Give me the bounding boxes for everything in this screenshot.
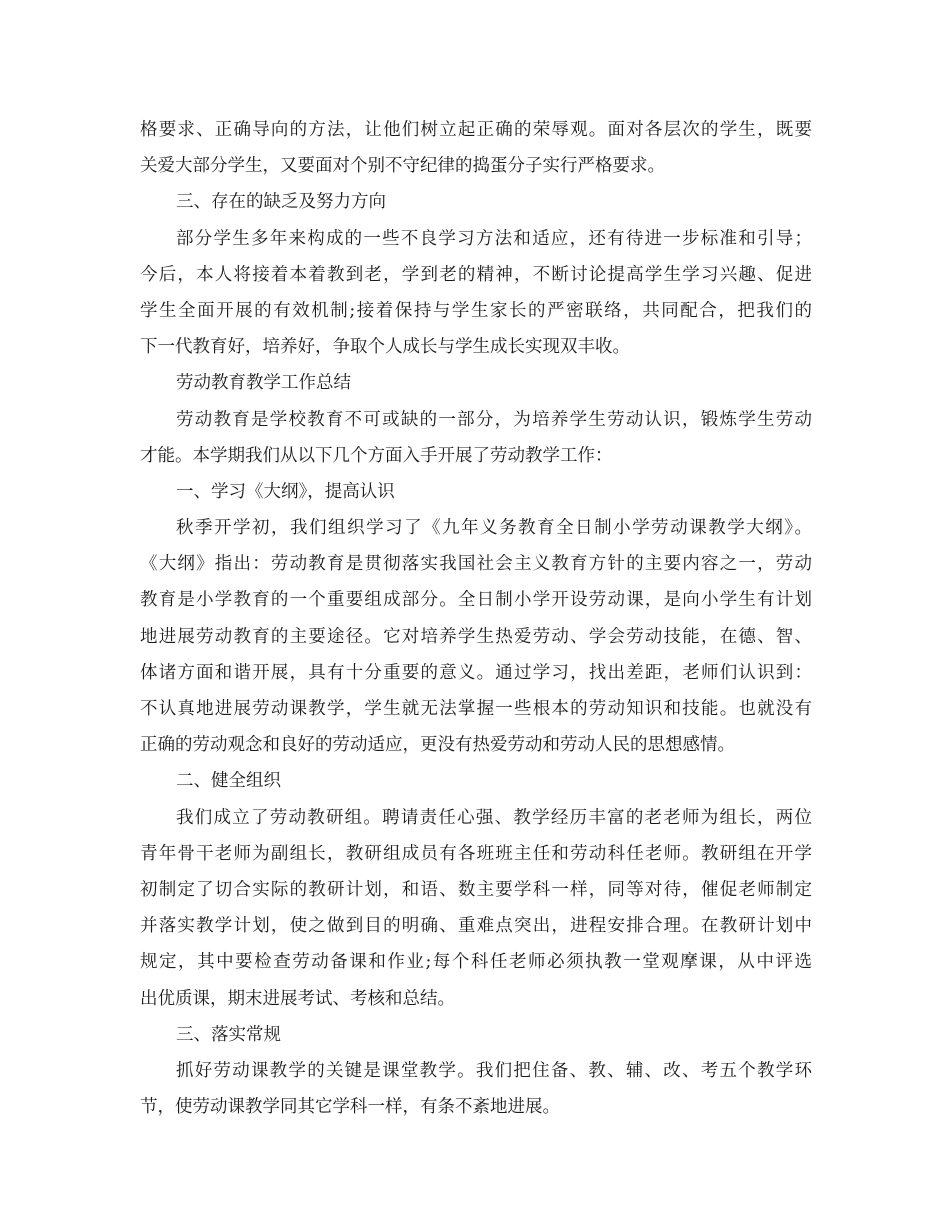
text-line: 下一代教育好，培养好，争取个人成长与学生成长实现双丰收。: [140, 337, 630, 358]
text-line: 地进展劳动教育的主要途径。它对培养学生热爱劳动、学会劳动技能，在德、智、: [140, 626, 812, 647]
text-line: 才能。本学期我们从以下几个方面入手开展了劳动教学工作：: [140, 445, 613, 466]
text-line: 抓好劳动课教学的关键是课堂教学。我们把住备、教、辅、改、考五个教学环: [176, 1060, 812, 1081]
text-line: 劳动教育是学校教育不可或缺的一部分，为培养学生劳动认识，锻炼学生劳动: [176, 409, 812, 430]
section-heading: 三、落实常规: [176, 1024, 281, 1045]
text-line: 关爱大部分学生，又要面对个别不守纪律的捣蛋分子实行严格要求。: [140, 156, 665, 177]
text-line: 部分学生多年来构成的一些不良学习方法和适应，还有待进一步标准和引导；: [176, 228, 812, 249]
text-line: 教育是小学教育的一个重要组成部分。全日制小学开设劳动课，是向小学生有计划: [140, 590, 812, 611]
document-body: [140, 112, 812, 1125]
text-line: 《大纲》指出：劳动教育是贯彻落实我国社会主义教育方针的主要内容之一，劳动: [140, 554, 812, 575]
text-line: 初制定了切合实际的教研计划，和语、数主要学科一样，同等对待，催促老师制定: [140, 879, 812, 900]
section-heading: 三、存在的缺乏及努力方向: [176, 192, 386, 213]
document-title: 劳动教育教学工作总结: [176, 373, 351, 394]
text-line: 不认真地进展劳动课教学，学生就无法掌握一些根本的劳动知识和技能。也就没有: [140, 699, 812, 719]
text-line: 青年骨干老师为副组长，教研组成员有各班班主任和劳动科任老师。教研组在开学: [140, 843, 812, 864]
text-line: 规定，其中要检查劳动备课和作业;每个科任老师必须执教一堂观摩课，从中评选: [140, 952, 812, 973]
text-line: 学生全面开展的有效机制;接着保持与学生家长的严密联络，共同配合，把我们的: [140, 300, 812, 321]
text-line: 秋季开学初，我们组织学习了《九年义务教育全日制小学劳动课教学大纲》。: [176, 518, 812, 539]
text-line: 节，使劳动课教学同其它学科一样，有条不紊地进展。: [140, 1097, 560, 1118]
section-heading: 二、健全组织: [176, 771, 281, 792]
text-line: 正确的劳动观念和良好的劳动适应，更没有热爱劳动和劳动人民的思想感情。: [140, 735, 735, 756]
section-heading: 一、学习《大纲》，提高认识: [176, 481, 395, 502]
text-line: 我们成立了劳动教研组。聘请责任心强、教学经历丰富的老老师为组长，两位: [176, 807, 812, 828]
text-line: 体诸方面和谐开展，具有十分重要的意义。通过学习，找出差距，老师们认识到：: [140, 662, 812, 683]
text-line: 出优质课，期末进展考试、考核和总结。: [140, 988, 455, 1009]
text-line: 格要求、正确导向的方法，让他们树立起正确的荣辱观。面对各层次的学生，既要: [140, 120, 812, 140]
text-line: 并落实教学计划，使之做到目的明确、重难点突出，进程安排合理。在教研计划中: [140, 916, 812, 937]
text-line: 今后，本人将接着本着教到老，学到老的精神，不断讨论提高学生学习兴趣、促进: [140, 264, 812, 285]
